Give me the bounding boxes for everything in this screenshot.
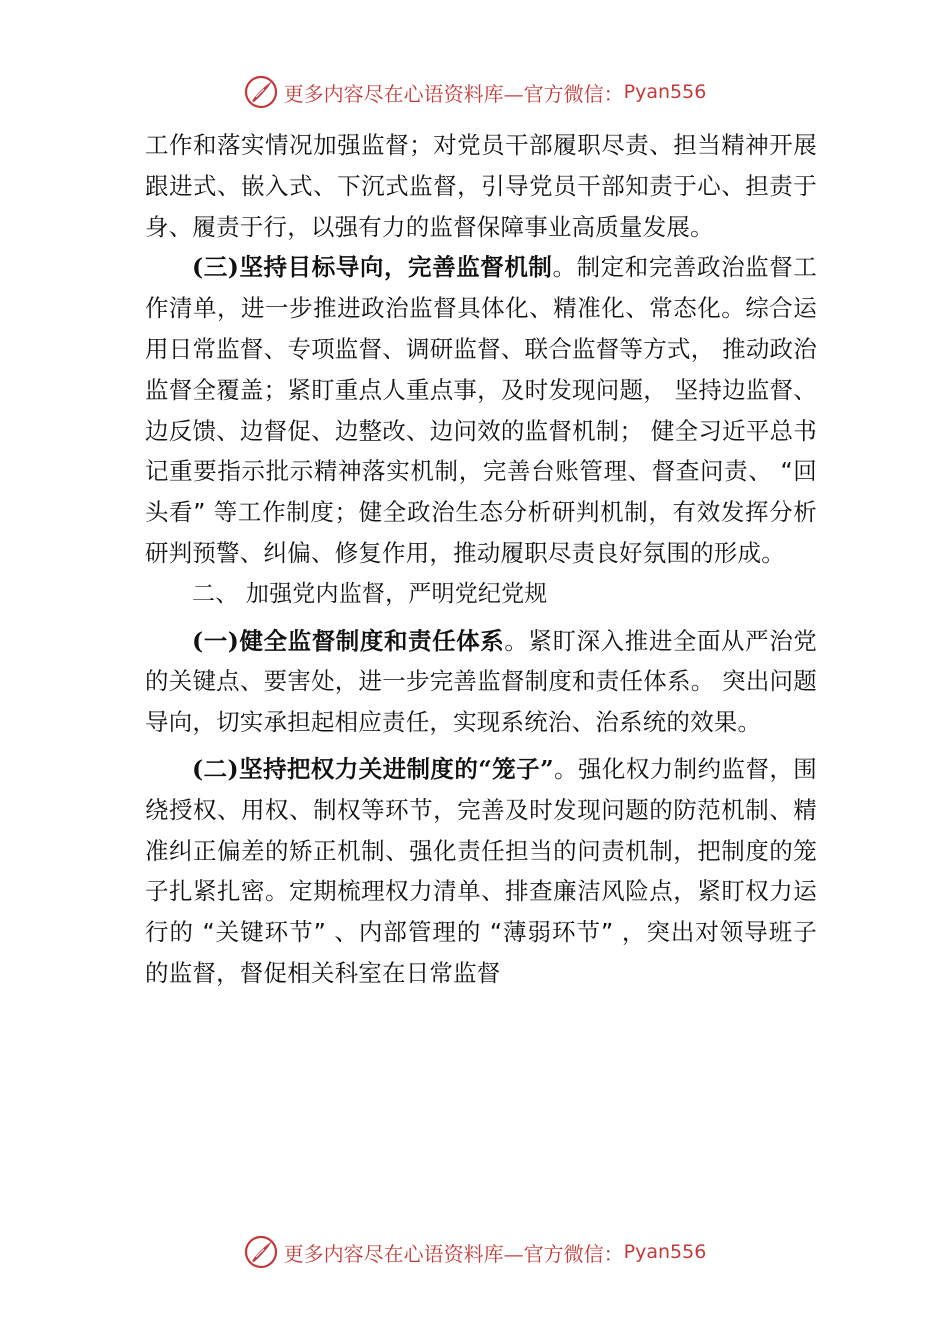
- section-heading-2: 二、 加强党内监督，严明党纪党规: [192, 580, 548, 607]
- footer-watermark-text: 更多内容尽在心语资料库—官方微信：: [283, 1241, 624, 1266]
- paragraph-power-cage: [145, 749, 817, 994]
- quill-seal-icon: [244, 75, 278, 109]
- subheading-target-orientation: (三)坚持目标导向，完善监督机制: [192, 253, 553, 282]
- header-watermark: [0, 70, 950, 114]
- paragraph-power-cage-body: 。强化权力制约监督，围绕授权、用权、制权等环节，完善及时发现问题的防范机制、精准纠正偏差的矫正机制、强化责任担当的问责机制，把制度的笼子扎紧扎密。定期梳理权力清单、排查廉洁风险点，紧盯权力运行的 “关键环节” 、内部管理的 “薄弱环节” ，突出对领导班子的监督，督促相关科室在日常监督: [145, 754, 818, 987]
- paragraph-supervision-system: [145, 621, 817, 743]
- header-watermark-text: 更多内容尽在心语资料库—官方微信：: [283, 81, 624, 106]
- subheading-supervision-system: (一)健全监督制度和责任体系: [192, 626, 505, 655]
- paragraph-supervision-system-body: 。紧盯深入推进全面从严治党的关键点、要害处，进一步完善监督制度和责任体系。 突出问题导向，切实承担起相应责任，实现系统治、治系统的效果。: [145, 626, 817, 737]
- paragraph-target-orientation-body: 。制定和完善政治监督工作清单，进一步推进政治监督具体化、精准化、常态化。综合运用日常监督、专项监督、调研监督、联合监督等方式， 推动政治监督全覆盖；紧盯重点人重点事，及时发现问题， 坚持边监督、边反馈、边督促、边整改、边问效的监督机制； 健全习近平总书记重要指示批示精神落实机制，完善台账管理、督查问责、 “回头看” 等工作制度；健全政治生态分析研判机制，有效发挥分析研判预警、纠偏、修复作用，推动履职尽责良好氛围的形成。: [145, 253, 818, 567]
- paragraph-target-orientation: [145, 247, 817, 573]
- document-body: [145, 125, 817, 994]
- paragraph-continued: 工作和落实情况加强监督；对党员干部履职尽责、担当精神开展跟进式、嵌入式、下沉式监督，引导党员干部知责于心、担责于身、履责于行，以强有力的监督保障事业高质量发展。: [145, 131, 817, 241]
- footer-wechat-id: Pyan556: [623, 1241, 707, 1263]
- quill-seal-icon: [244, 1235, 278, 1269]
- subheading-power-cage: (二)坚持把权力关进制度的“笼子”: [192, 754, 554, 783]
- footer-watermark: [0, 1230, 950, 1274]
- header-wechat-id: Pyan556: [623, 81, 707, 103]
